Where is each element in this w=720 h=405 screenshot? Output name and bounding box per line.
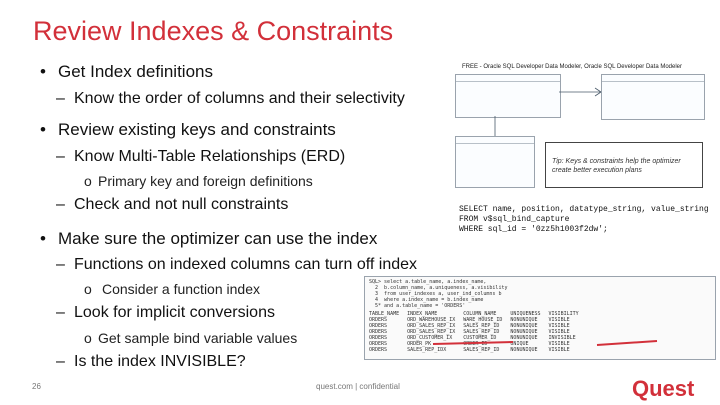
table-row: ORDERS ORD_WAREHOUSE_IX WARE_HOUSE_ID NONUNIQUE VISIBLE [369, 317, 570, 323]
bullet-primary-key [84, 173, 313, 189]
bullet-text: Functions on indexed columns can turn off index [74, 256, 418, 273]
bullet-marker: – [56, 256, 65, 273]
bullet-marker: o [84, 173, 92, 189]
page-number: 26 [32, 382, 41, 391]
bullet-marker: • [40, 120, 46, 139]
column-header: UNIQUENESS [510, 311, 541, 317]
bullet-bind-values [84, 330, 297, 346]
bullet-erd [56, 148, 345, 166]
table-row: ORDERS ORD_SALES_REP_IX SALES_REP_ID NONUNIQUE VISIBLE [369, 329, 570, 335]
bullet-marker: – [56, 148, 65, 165]
bullet-text: Check and not null constraints [74, 196, 289, 213]
bullet-text: Consider a function index [102, 281, 260, 297]
query-code: SQL> select a.table_name, a.index_name, 2 b.column_name, a.uniqueness, a.visibility 3 from user_indexes a, user_ind_columns b 4 where a.index_name = b.index_name 5* and a.table_name = 'ORDERS' [369, 279, 508, 309]
table-row: ORDERS ORD_SALES_REP_IX SALES_REP_ID NONUNIQUE VISIBLE [369, 323, 570, 329]
bullet-text: Primary key and foreign definitions [98, 173, 313, 189]
sql-line: SELECT name, position, datatype_string, value_string [459, 205, 709, 214]
bullet-implicit-conversions [56, 304, 275, 322]
bullet-text: Know Multi-Table Relationships (ERD) [74, 148, 346, 165]
table-row: ORDERS ORD_CUSTOMER_IX CUSTOMER_ID NONUNIQUE INVISIBLE [369, 335, 576, 341]
bullet-text: Is the index INVISIBLE? [74, 353, 246, 370]
bullet-column-order [56, 90, 405, 108]
erd-caption: FREE - Oracle SQL Developer Data Modeler, Oracle SQL Developer Data Modeler [462, 64, 682, 70]
bullet-text: Make sure the optimizer can use the index [58, 229, 378, 248]
bullet-review-keys [40, 120, 336, 140]
table-row: ORDERS ORDER_PK ORDER_ID UNIQUE VISIBLE [369, 341, 570, 347]
bullet-functions [56, 256, 417, 274]
table-row: ORDERS SALES_REP_IDX SALES_REP_ID NONUNIQUE VISIBLE [369, 347, 570, 353]
bullet-text: Get sample bind variable values [98, 330, 298, 346]
bullet-text: Look for implicit conversions [74, 304, 275, 321]
column-header: VISIBILITY [548, 311, 579, 317]
erd-diagram [455, 72, 711, 190]
slide-title: Review Indexes & Constraints [33, 16, 394, 46]
index-query-output [364, 276, 716, 360]
bullet-function-index [84, 281, 260, 297]
sql-line: FROM v$sql_bind_capture [459, 215, 570, 224]
bullet-get-index [40, 62, 213, 82]
invisible-underline-marks [365, 277, 715, 359]
bullet-text: Know the order of columns and their selectivity [74, 90, 405, 107]
bullet-marker: o [84, 281, 92, 297]
bullet-optimizer [40, 229, 377, 249]
bind-capture-sql [459, 205, 709, 235]
erd-tip-box [545, 142, 703, 188]
bullet-text: Get Index definitions [58, 62, 213, 81]
bullet-marker: – [56, 353, 65, 370]
bullet-marker: – [56, 90, 65, 107]
column-header: INDEX_NAME [407, 311, 438, 317]
bullet-invisible [56, 353, 246, 371]
quest-logo: Quest [632, 376, 695, 401]
bullet-marker: • [40, 62, 46, 81]
bullet-marker: • [40, 229, 46, 248]
bullet-marker: – [56, 196, 65, 213]
column-header: COLUMN_NAME [463, 311, 497, 317]
footer-text: quest.com | confidential [316, 382, 400, 391]
bullet-check-constraints [56, 196, 288, 214]
bullet-marker: – [56, 304, 65, 321]
bullet-text: Review existing keys and constraints [58, 120, 336, 139]
column-header: TABLE_NAME [369, 311, 400, 317]
sql-line: WHERE sql_id = '0zz5h1003f2dw'; [459, 225, 608, 234]
erd-tip-text: Tip: Keys & constraints help the optimizer create better execution plans [552, 158, 681, 174]
bullet-marker: o [84, 330, 92, 346]
